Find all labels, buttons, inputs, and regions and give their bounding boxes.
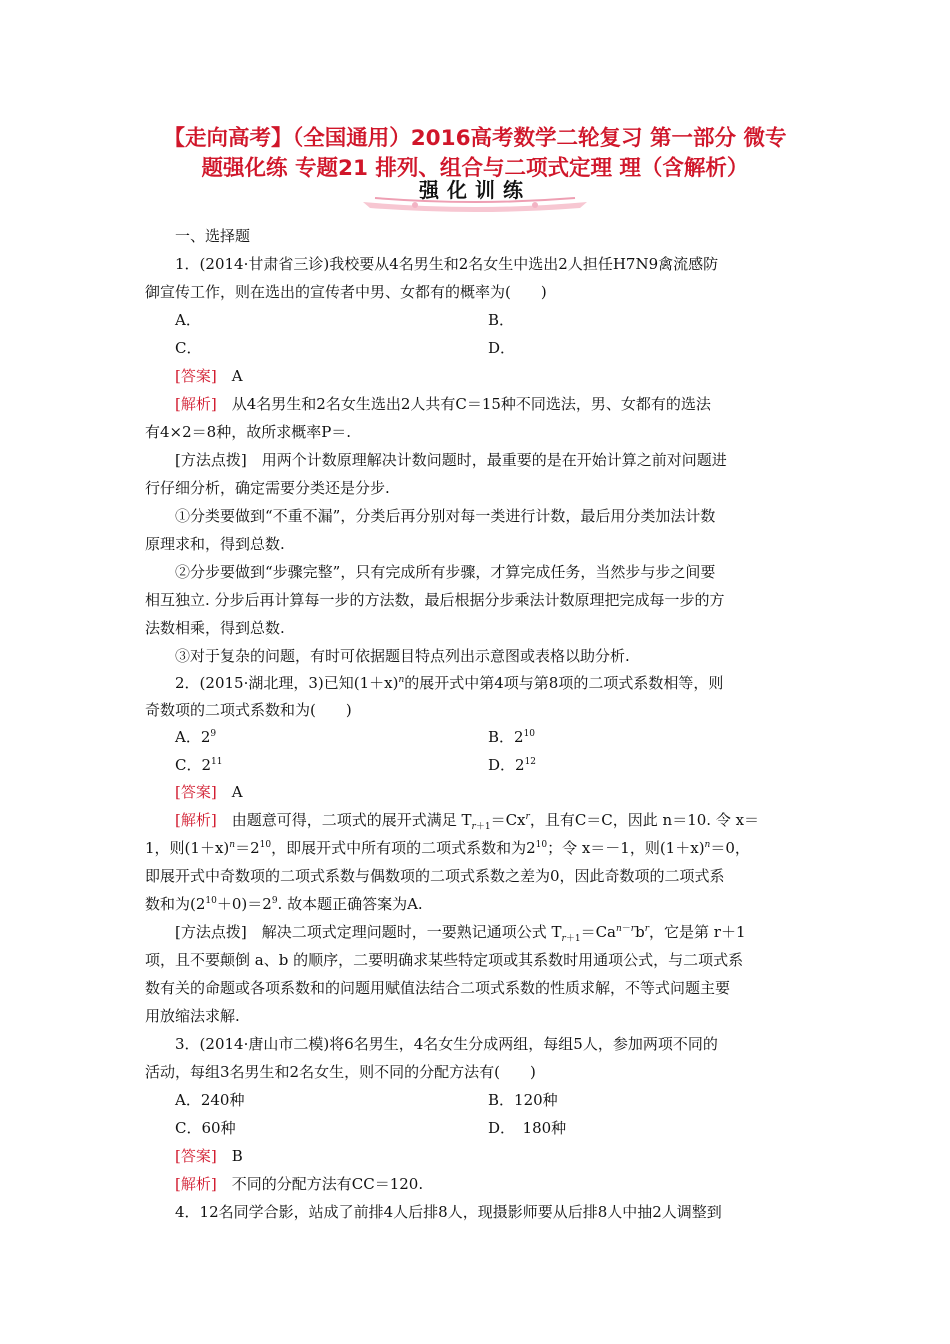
- q1-option-d: D．: [488, 339, 516, 357]
- q2-method-line-1: [方法点拨] 解决二项式定理问题时，一要熟记通项公式 $T_{r+1}=Ca^{n-r}b^r$，它是第 r＋1: [175, 923, 746, 944]
- q2-answer: [175, 782, 243, 802]
- method-tag: [方法点拨]: [175, 451, 247, 469]
- q3-option-a: A．240种: [175, 1091, 245, 1109]
- q2-text: 2．(2015·湖北理，3)已知(1＋x): [175, 674, 399, 692]
- banner-text: 强化训练: [419, 178, 531, 202]
- option-exponent: 12: [524, 757, 537, 767]
- analysis-text: 从4名男生和2名女生选出2人共有C＝15种不同选法，男、女都有的选法: [231, 395, 711, 413]
- q2-option-d: [488, 755, 536, 775]
- answer-tag: [答案]: [175, 783, 217, 801]
- method-text: ＝Ca: [580, 923, 616, 941]
- q3-option-b: B．120种: [488, 1091, 558, 1109]
- q2-analysis-line-4: 数和为$(2^{10}+0)=2^9$. 故本题正确答案为A.: [145, 895, 423, 913]
- option-text: B．2: [488, 728, 524, 746]
- option-text: C．2: [175, 756, 212, 774]
- answer-value: A: [231, 783, 243, 801]
- q2-line-1: 2．(2015·湖北理，3)已知$(1+x)^n$的展开式中第4项与第8项的二项式系数相等，则: [175, 674, 724, 692]
- method-text: b: [635, 923, 645, 941]
- option-exponent: 11: [211, 757, 223, 767]
- method-text: ，它是第 r＋1: [649, 923, 746, 941]
- q2-option-b: [488, 727, 535, 747]
- q1-method-line-8: ③对于复杂的问题，有时可依据题目特点列出示意图或表格以助分析.: [175, 647, 630, 665]
- method-text: 用两个计数原理解决计数问题时，最重要的是在开始计算之前对问题进: [261, 451, 727, 469]
- q2-analysis-line-3: 即展开式中奇数项的二项式系数与偶数项的二项式系数之差为0，因此奇数项的二项式系: [145, 867, 725, 885]
- q3-line-2: 活动，每组3名男生和2名女生，则不同的分配方法有( ): [145, 1063, 536, 1081]
- option-exponent: 9: [210, 729, 217, 739]
- q3-analysis-line-1: [175, 1174, 423, 1194]
- analysis-text: 由题意可得，二项式的展开式满足 T: [231, 811, 472, 829]
- q1-option-a: A．: [175, 311, 201, 329]
- q1-method-line-3: ①分类要做到“不重不漏”，分类后再分别对每一类进行计数，最后用分类加法计数: [175, 507, 716, 525]
- q1-method-line-4: 原理求和，得到总数.: [145, 535, 285, 553]
- document-title-line-2: 题强化练 专题21 排列、组合与二项式定理 理（含解析）: [201, 156, 749, 181]
- q1-analysis-line-2: 有4×2＝8种，故所求概率P＝.: [145, 423, 352, 441]
- analysis-tag: [解析]: [175, 1175, 217, 1193]
- analysis-text: 不同的分配方法有CC＝120.: [231, 1175, 424, 1193]
- q3-line-1: 3．(2014·唐山市二模)将6名男生，4名女生分成两组，每组5人，参加两项不同的: [175, 1035, 718, 1053]
- option-text: D．2: [488, 756, 525, 774]
- document-title-line-1: 【走向高考】（全国通用）2016高考数学二轮复习 第一部分 微专: [163, 126, 787, 151]
- q2-text: 的展开式中第4项与第8项的二项式系数相等，则: [404, 674, 724, 692]
- q2-analysis-line-2: 1，则$(1+x)^n=2^{10}$，即展开式中所有项的二项式系数和为$2^{10}$；令 x＝－1，则$(1+x)^n=0$，: [145, 839, 750, 857]
- analysis-text: ＋0)＝2: [216, 895, 272, 913]
- q2-line-2: 奇数项的二项式系数和为( ): [145, 701, 352, 719]
- analysis-text: 数和为(2: [145, 895, 206, 913]
- q2-method-line-3: 数有关的命题或各项系数和的问题用赋值法结合二项式系数的性质求解，不等式问题主要: [145, 979, 731, 997]
- analysis-text: ＝2: [235, 839, 260, 857]
- analysis-text: ，且有C＝C，因此 n＝10. 令 x＝: [529, 811, 760, 829]
- method-tag: [方法点拨]: [175, 923, 247, 941]
- analysis-text: ＝0，: [710, 839, 750, 857]
- answer-tag: [答案]: [175, 1147, 217, 1165]
- analysis-text: ；令 x＝－1，则(1＋x): [547, 839, 705, 857]
- method-text: 解决二项式定理问题时，一要熟记通项公式 T: [261, 923, 562, 941]
- q2-method-line-2: 项，且不要颠倒 a、b 的顺序，二要明确求某些特定项或其系数时用通项公式，与二项式系: [145, 951, 744, 969]
- q1-answer: [175, 366, 243, 386]
- section-heading: 一、选择题: [175, 227, 251, 245]
- q2-analysis-line-1: [解析] 由题意可得，二项式的展开式满足 $T_{r+1}=Cx^r$，且有C＝C，因此 n＝10. 令 x＝: [175, 811, 760, 832]
- q1-method-line-7: 法数相乘，得到总数.: [145, 619, 285, 637]
- option-exponent: 10: [523, 729, 536, 739]
- q1-method-line-6: 相互独立. 分步后再计算每一步的方法数，最后根据分步乘法计数原理把完成每一步的方: [145, 591, 725, 609]
- q1-method-line-2: 行仔细分析，确定需要分类还是分步.: [145, 479, 390, 497]
- q3-answer: [175, 1146, 243, 1166]
- q3-option-d: D． 180种: [488, 1119, 567, 1137]
- q1-option-c: C．: [175, 339, 202, 357]
- analysis-text: ，即展开式中所有项的二项式系数和为2: [271, 839, 536, 857]
- q2-option-a: [175, 727, 216, 747]
- analysis-tag: [解析]: [175, 811, 217, 829]
- q3-option-c: C．60种: [175, 1119, 236, 1137]
- analysis-text: 1，则(1＋x): [145, 839, 230, 857]
- q1-method-line-1: [175, 450, 727, 470]
- q2-method-line-4: 用放缩法求解.: [145, 1007, 240, 1025]
- answer-tag: [答案]: [175, 367, 217, 385]
- q1-option-b: B．: [488, 311, 515, 329]
- answer-value: B: [231, 1147, 243, 1165]
- answer-value: A: [231, 367, 243, 385]
- analysis-text: . 故本题正确答案为A.: [277, 895, 423, 913]
- q1-line-1: 1．(2014·甘肃省三诊)我校要从4名男生和2名女生中选出2人担任H7N9禽流感防: [175, 255, 719, 273]
- option-text: A．2: [175, 728, 211, 746]
- analysis-tag: [解析]: [175, 395, 217, 413]
- q2-option-c: [175, 755, 222, 775]
- q1-method-line-5: ②分步要做到“步骤完整”，只有完成所有步骤，才算完成任务，当然步与步之间要: [175, 563, 716, 581]
- analysis-text: ＝Cx: [490, 811, 526, 829]
- q4-line-1: 4．12名同学合影，站成了前排4人后排8人，现摄影师要从后排8人中抽2人调整到: [175, 1203, 722, 1221]
- q1-analysis-line-1: [175, 394, 711, 414]
- q1-line-2: 御宣传工作，则在选出的宣传者中男、女都有的概率为( ): [145, 283, 547, 301]
